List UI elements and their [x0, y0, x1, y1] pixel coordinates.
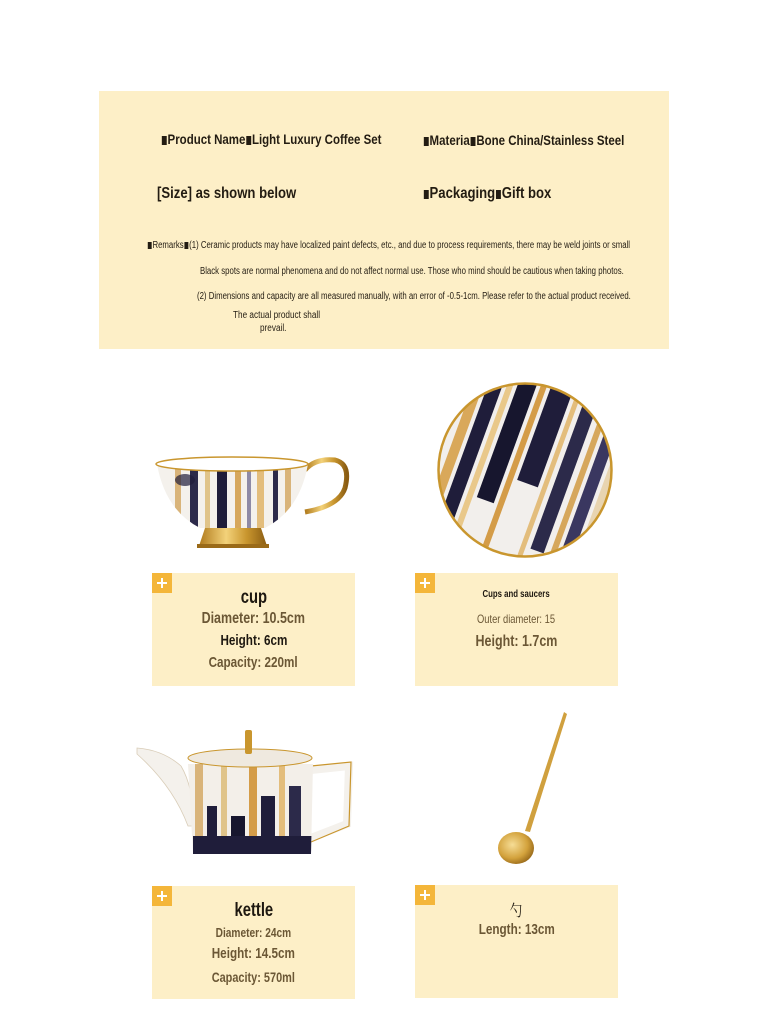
- remark-2-line-3: prevail.: [260, 323, 287, 334]
- size-row: [Size] as shown below: [157, 185, 297, 202]
- kettle-spec-card: [152, 886, 355, 999]
- kettle-title: kettle: [234, 900, 273, 921]
- packaging-row: [423, 185, 551, 203]
- cup-title: cup: [240, 587, 267, 608]
- remarks-label: Remarks: [152, 240, 184, 251]
- saucer-spec-card: [415, 573, 618, 686]
- cup-diameter: Diameter: 10.5cm: [201, 610, 306, 627]
- material-value: Bone China/Stainless Steel: [476, 132, 625, 148]
- material-row: [423, 132, 624, 148]
- product-name-label: Product Name: [167, 131, 246, 147]
- missing-glyph-icon: [162, 136, 167, 145]
- packaging-value: Gift box: [501, 185, 552, 202]
- cup-image: [155, 450, 355, 555]
- saucer-outer-diameter: Outer diameter: 15: [477, 612, 556, 626]
- material-label: Materia: [429, 132, 470, 148]
- remark-1-line-2: Black spots are normal phenomena and do not affect normal use. Those who mind should be cautious when taking photos.: [200, 266, 624, 277]
- missing-glyph-icon: [184, 242, 188, 249]
- product-name-value: Light Luxury Coffee Set: [251, 131, 382, 147]
- packaging-label: Packaging: [429, 185, 496, 202]
- saucer-title: Cups and saucers: [482, 589, 551, 600]
- specification-panel: [99, 91, 669, 349]
- saucer-image: [437, 382, 613, 558]
- missing-glyph-icon: [424, 190, 429, 199]
- missing-glyph-icon: [424, 137, 429, 146]
- spoon-image: [494, 710, 574, 868]
- spoon-title: 勺: [510, 903, 523, 920]
- cup-height: Height: 6cm: [220, 632, 287, 649]
- remark-1-line-1: Remarks (1) Ceramic products may have localized paint defects, etc., and due to process requirements, there may be weld joints or small: [147, 240, 630, 251]
- spoon-spec-card: [415, 885, 618, 998]
- product-name-row: [161, 131, 381, 147]
- missing-glyph-icon: [496, 190, 501, 199]
- kettle-height: Height: 14.5cm: [211, 945, 296, 962]
- cup-spec-card: [152, 573, 355, 686]
- saucer-height: Height: 1.7cm: [475, 633, 558, 650]
- kettle-capacity: Capacity: 570ml: [211, 969, 296, 985]
- spoon-length: Length: 13cm: [478, 921, 555, 938]
- cup-capacity: Capacity: 220ml: [208, 654, 299, 671]
- remark-2-line-2: The actual product shall: [233, 310, 321, 321]
- missing-glyph-icon: [148, 242, 152, 249]
- kettle-image: [133, 726, 355, 862]
- missing-glyph-icon: [246, 136, 251, 145]
- kettle-diameter: Diameter: 24cm: [215, 925, 292, 940]
- remark-2-line-1: (2) Dimensions and capacity are all measured manually, with an error of -0.5-1cm. Please refer to the actual product received.: [197, 291, 631, 302]
- missing-glyph-icon: [471, 137, 476, 146]
